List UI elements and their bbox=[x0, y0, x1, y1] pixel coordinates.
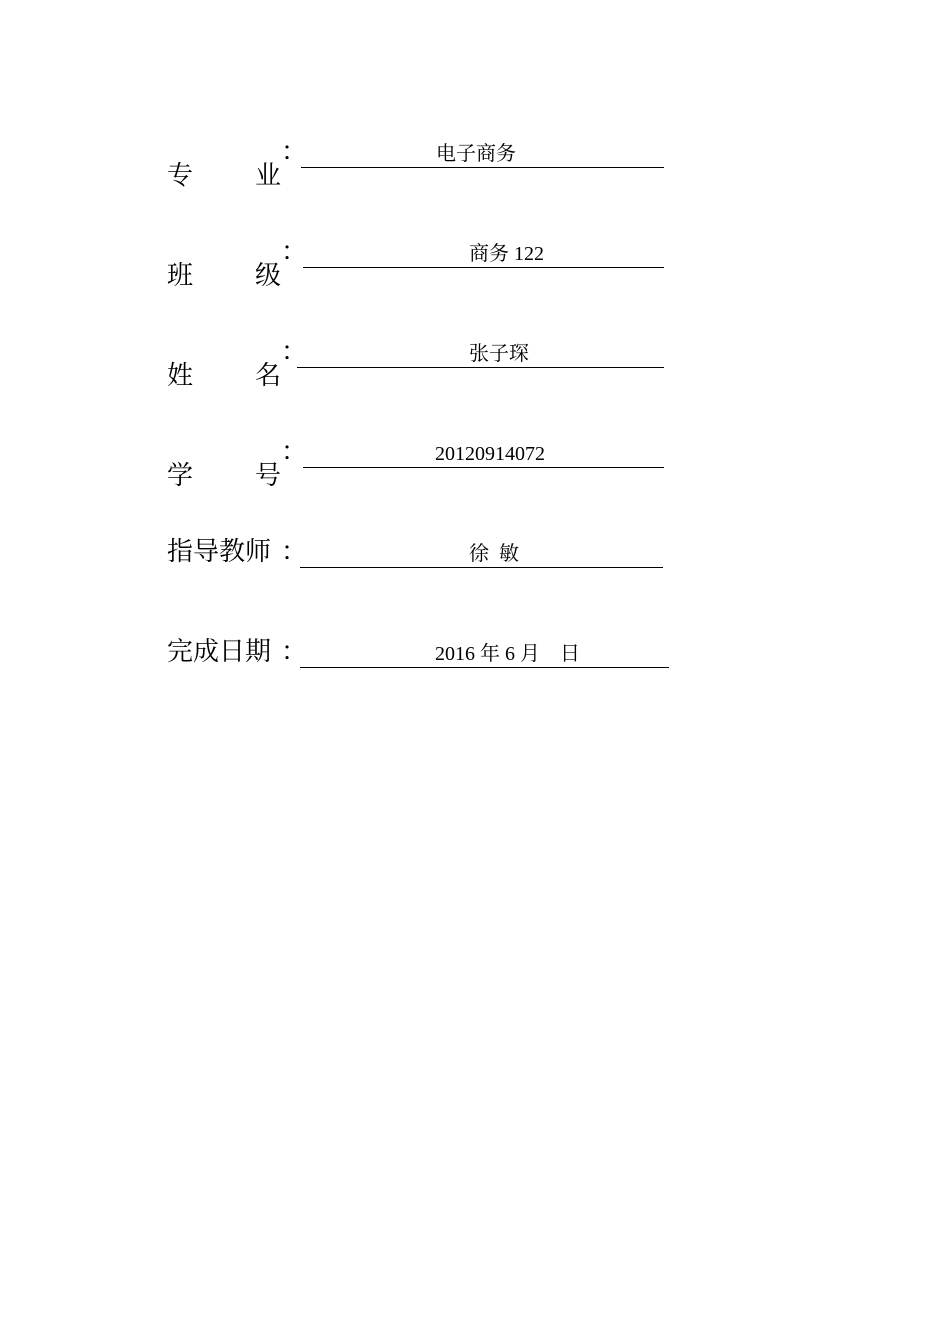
name-label-char-2: 名 bbox=[255, 361, 282, 391]
advisor-value: 徐 敏 bbox=[469, 543, 519, 565]
class-colon: ： bbox=[281, 237, 308, 267]
student-id-label bbox=[167, 436, 308, 491]
completion-date-label-text: 完成日期 bbox=[167, 637, 272, 667]
class-label-char-1: 班 bbox=[167, 261, 194, 291]
major-row bbox=[167, 136, 667, 191]
student-id-underline bbox=[303, 467, 664, 468]
completion-date-label bbox=[167, 636, 308, 668]
student-id-value: 20120914072 bbox=[435, 443, 545, 465]
name-colon: ： bbox=[281, 337, 308, 367]
class-row bbox=[167, 236, 667, 291]
class-value: 商务 122 bbox=[469, 243, 544, 265]
class-underline bbox=[303, 267, 664, 268]
major-label-char-2: 业 bbox=[255, 161, 282, 191]
name-value: 张子琛 bbox=[469, 343, 529, 365]
student-id-label-char-2: 号 bbox=[255, 461, 282, 491]
student-id-colon: ： bbox=[281, 437, 308, 467]
advisor-label bbox=[167, 536, 308, 568]
completion-date-value: 2016 年 6 月 日 bbox=[435, 643, 580, 665]
class-label-char-2: 级 bbox=[255, 261, 282, 291]
major-label-char-1: 专 bbox=[167, 161, 194, 191]
name-label-char-1: 姓 bbox=[167, 361, 194, 391]
name-label bbox=[167, 336, 308, 391]
name-row bbox=[167, 336, 667, 391]
advisor-colon: ： bbox=[281, 537, 308, 567]
advisor-underline bbox=[300, 567, 663, 568]
advisor-row bbox=[167, 536, 667, 576]
completion-date-row bbox=[167, 636, 677, 676]
student-id-label-char-1: 学 bbox=[167, 461, 194, 491]
class-label bbox=[167, 236, 308, 291]
major-underline bbox=[301, 167, 664, 168]
advisor-label-text: 指导教师 bbox=[167, 537, 272, 567]
name-underline bbox=[297, 367, 664, 368]
completion-date-colon: ： bbox=[281, 637, 308, 667]
student-id-row bbox=[167, 436, 667, 491]
major-label bbox=[167, 136, 308, 191]
major-value: 电子商务 bbox=[436, 143, 516, 165]
completion-date-underline bbox=[300, 667, 669, 668]
major-colon: ： bbox=[281, 137, 308, 167]
